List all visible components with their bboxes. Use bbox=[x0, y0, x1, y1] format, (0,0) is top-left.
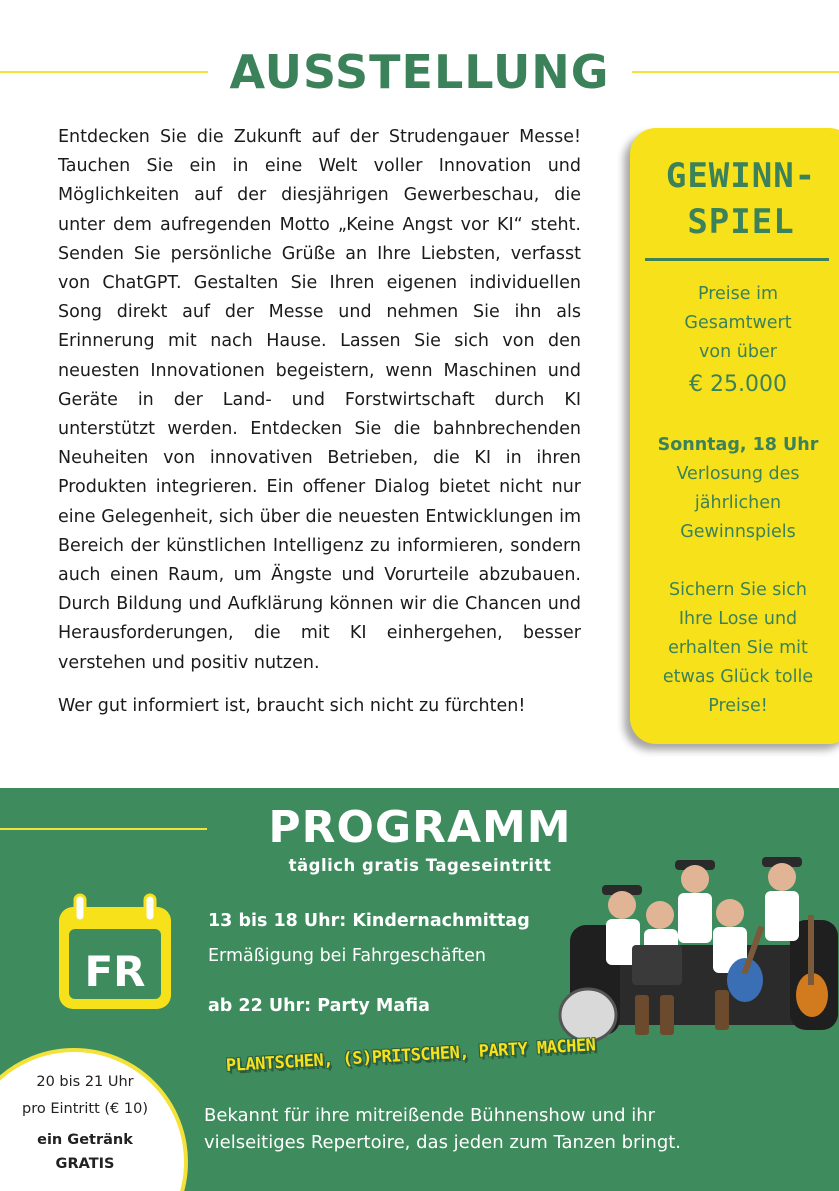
ausstellung-title: AUSSTELLUNG bbox=[229, 45, 610, 99]
programm-item-kindernachmittag: 13 bis 18 Uhr: Kindernachmittag bbox=[208, 911, 530, 931]
ausstellung-closing: Wer gut informiert ist, braucht sich nicht zu fürchten! bbox=[58, 695, 526, 716]
cta-line: erhalten Sie mit bbox=[668, 638, 808, 658]
prize-line: Preise im bbox=[697, 284, 779, 304]
gewinnspiel-prize bbox=[638, 280, 838, 403]
ausstellung-paragraph: Entdecken Sie die Zukunft auf der Strudengauer Messe! Tauchen Sie ein in eine Welt voller Innovation und Möglichkeiten auf der diesjährigen Gewerbeschau, die unter dem aufregenden Motto „Keine Angst vor KI“ steht. Senden Sie persönliche Grüße an Ihre Liebsten, verfasst von ChatGPT. Gestalten Sie Ihren eigenen individuellen Song direkt auf der Messe und nehmen Sie ihn als Erinnerung mit nach Hause. Lassen Sie sich von den neuesten Innovationen begeistern, wenn Maschinen und Geräte in der Land- und Forstwirtschaft durch KI unterstützt werden. Entdecken Sie die bahnbrechenden Neuheiten von innovativen Betrieben, die KI in ihren Produkten integrieren. Ein offener Dialog bietet nicht nur eine Gelegenheit, sich über die neuesten Entwicklungen im Bereich der künstlichen Intelligenz zu informieren, sondern auch einen Raum, um Ängste und Vorurteile abzubauen. Durch Bildung und Aufklärung können wir die Chancen und Herausforderungen, die mit KI einhergehen, besser verstehen und positiv nutzen. bbox=[58, 127, 581, 673]
badge-free: GRATIS bbox=[55, 1156, 115, 1172]
draw-line: Verlosung des bbox=[676, 464, 800, 484]
gewinnspiel-title bbox=[646, 153, 836, 245]
band-photo bbox=[540, 805, 839, 1055]
prize-amount: € 25.000 bbox=[689, 372, 787, 397]
cta-line: Sichern Sie sich bbox=[669, 580, 807, 600]
badge-price: pro Eintritt (€ 10) bbox=[22, 1101, 148, 1117]
draw-day: Sonntag, 18 Uhr bbox=[657, 435, 819, 455]
gewinnspiel-title-line2: SPIEL bbox=[687, 202, 795, 242]
prize-line: Gesamtwert bbox=[684, 313, 792, 333]
gewinnspiel-divider bbox=[645, 258, 829, 261]
programm-rule-left bbox=[0, 828, 207, 830]
calendar-icon bbox=[55, 893, 175, 1013]
programm-title: PROGRAMM bbox=[268, 802, 572, 853]
prize-line: von über bbox=[699, 342, 777, 362]
programm-item-ermaessigung: Ermäßigung bei Fahrgeschäften bbox=[208, 946, 487, 966]
ausstellung-body bbox=[58, 123, 581, 721]
calendar-day: FR bbox=[84, 947, 146, 996]
description-line: Bekannt für ihre mitreißende Bühnenshow und ihr bbox=[204, 1105, 656, 1126]
badge-drink: ein Getränk bbox=[37, 1132, 133, 1148]
badge-time: 20 bis 21 Uhr bbox=[36, 1074, 134, 1090]
gewinnspiel-cta bbox=[638, 576, 838, 721]
gewinnspiel-draw bbox=[638, 431, 838, 547]
cta-line: etwas Glück tolle bbox=[662, 667, 814, 687]
programm-slogan: PLANTSCHEN, (S)PRITSCHEN, PARTY MACHEN bbox=[225, 1035, 596, 1076]
gewinnspiel-title-line1: GEWINN- bbox=[665, 156, 817, 196]
programm-item-party-mafia: ab 22 Uhr: Party Mafia bbox=[208, 996, 430, 1016]
cta-line: Ihre Lose und bbox=[678, 609, 798, 629]
description-line: vielseitiges Repertoire, das jeden zum Tanzen bringt. bbox=[204, 1132, 682, 1153]
draw-line: Gewinnspiels bbox=[680, 522, 796, 542]
draw-line: jährlichen bbox=[694, 493, 782, 513]
cta-line: Preise! bbox=[708, 696, 768, 716]
programm-subtitle: täglich gratis Tageseintritt bbox=[288, 856, 552, 875]
programm-description bbox=[204, 1102, 764, 1156]
